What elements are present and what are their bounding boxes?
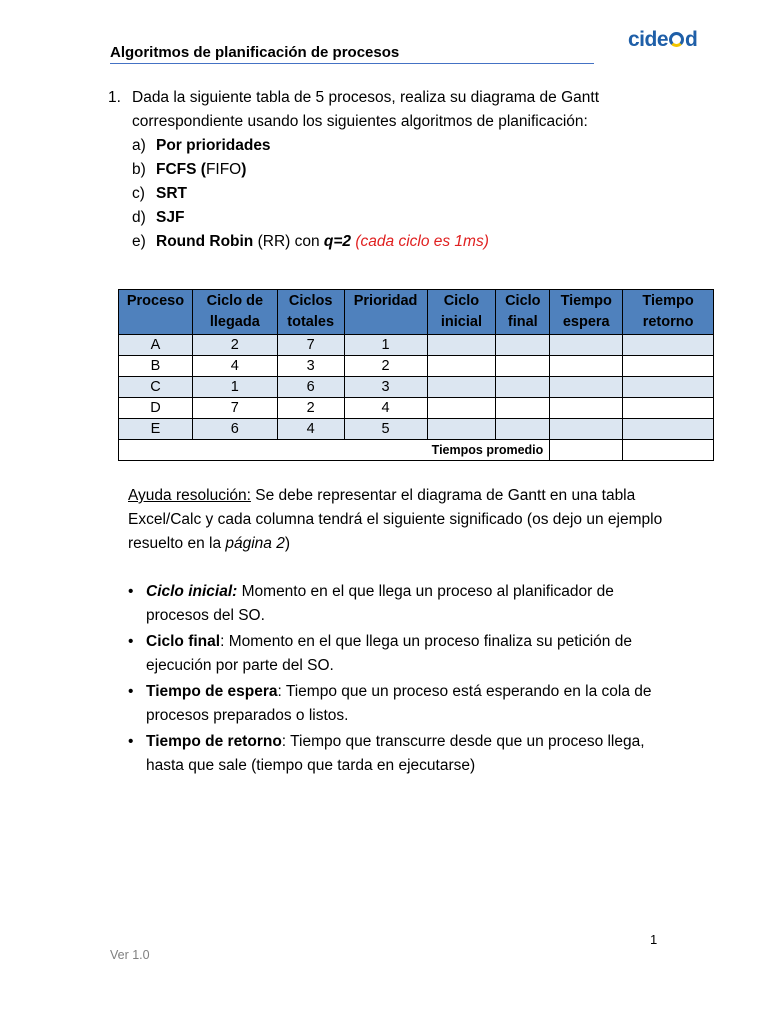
avg-return-cell xyxy=(623,440,714,461)
col-header: Proceso xyxy=(119,290,193,335)
page-number: 1 xyxy=(650,932,658,947)
bullet-icon: • xyxy=(128,633,134,650)
logo-text-left: cide xyxy=(628,28,669,51)
option-a: a) Por prioridades xyxy=(132,137,271,154)
col-header: Tiempo espera xyxy=(550,290,623,335)
table-row: D 7 2 4 xyxy=(119,398,714,419)
table-row: A 2 7 1 xyxy=(119,335,714,356)
option-b: b) FCFS (FIFO) xyxy=(132,161,247,178)
bullet-icon: • xyxy=(128,683,134,700)
question-line-2: correspondiente usando los siguientes algoritmos de planificación: xyxy=(132,113,588,130)
col-header: Ciclos totales xyxy=(277,290,344,335)
document-title: Algoritmos de planificación de procesos xyxy=(110,44,594,64)
average-times-label: Tiempos promedio xyxy=(119,440,550,461)
list-item: • Ciclo inicial: Momento en el que llega un proceso al planificador de procesos del SO. xyxy=(128,580,668,628)
list-item: • Tiempo de espera: Tiempo que un proceso está esperando en la cola de procesos preparados o listos. xyxy=(128,680,668,728)
option-c: c) SRT xyxy=(132,185,187,202)
option-e: e) Round Robin (RR) con q=2 (cada ciclo es 1ms) xyxy=(132,233,489,250)
col-header: Ciclo final xyxy=(496,290,550,335)
bullet-icon: • xyxy=(128,583,134,600)
col-header: Ciclo de llegada xyxy=(192,290,277,335)
definitions-list xyxy=(128,580,668,780)
cideod-logo xyxy=(628,28,697,52)
list-item: • Ciclo final: Momento en el que llega un proceso finaliza su petición de ejecución por parte del SO. xyxy=(128,630,668,678)
table-row: B 4 3 2 xyxy=(119,356,714,377)
avg-wait-cell xyxy=(550,440,623,461)
logo-ring-icon xyxy=(669,32,684,47)
version-label: Ver 1.0 xyxy=(110,948,150,962)
question-1 xyxy=(108,86,668,254)
list-item: • Tiempo de retorno: Tiempo que transcurre desde que un proceso llega, hasta que sale (tiempo que tarda en ejecutarse) xyxy=(128,730,668,778)
help-paragraph: Ayuda resolución: Se debe representar el diagrama de Gantt en una tabla Excel/Calc y cada columna tendrá el siguiente significado (os dejo un ejemplo resuelto en la página 2) xyxy=(128,487,663,552)
col-header: Prioridad xyxy=(344,290,427,335)
col-header: Tiempo retorno xyxy=(623,290,714,335)
bullet-icon: • xyxy=(128,733,134,750)
table-header-row xyxy=(119,290,714,335)
help-label: Ayuda resolución: xyxy=(128,487,251,504)
option-d: d) SJF xyxy=(132,209,185,226)
col-header: Ciclo inicial xyxy=(427,290,496,335)
table-footer-row xyxy=(119,440,714,461)
table-row: E 6 4 5 xyxy=(119,419,714,440)
logo-text-right: d xyxy=(685,28,698,51)
question-number: 1. xyxy=(108,89,121,106)
question-line-1: Dada la siguiente tabla de 5 procesos, realiza su diagrama de Gantt xyxy=(132,89,600,106)
process-table xyxy=(118,289,714,461)
table-row: C 1 6 3 xyxy=(119,377,714,398)
